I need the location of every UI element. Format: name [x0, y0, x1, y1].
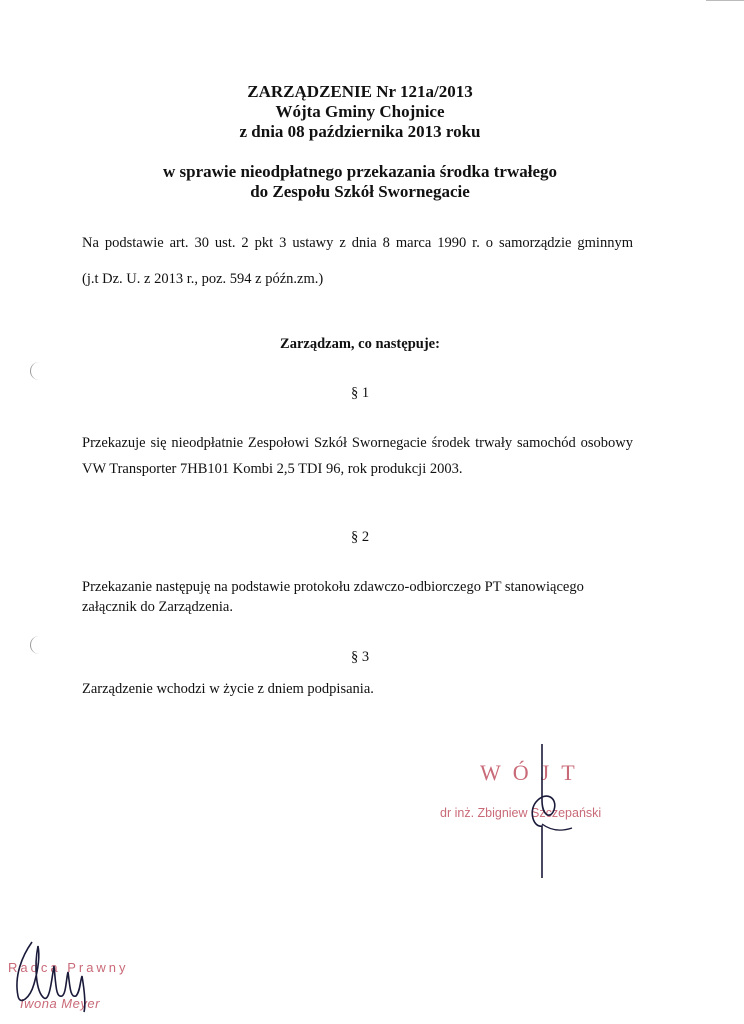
document-title: ZARZĄDZENIE Nr 121a/2013: [247, 82, 473, 101]
scan-edge-line: [706, 0, 744, 1]
section-1-line-1: Przekazuje się nieodpłatnie Zespołowi Szkół Swornegacie środek trwały samochód osobowy: [82, 435, 633, 451]
section-2-line-1: Przekazanie następuję na podstawie protokołu zdawczo-odbiorczego PT stanowiącego: [82, 579, 584, 595]
date-line: z dnia 08 października 2013 roku: [239, 122, 481, 141]
section-3-number: § 3: [350, 649, 370, 665]
issuer-line: Wójta Gminy Chojnice: [275, 102, 445, 121]
legal-signature: [4, 936, 114, 1016]
section-2-number: § 2: [350, 529, 370, 545]
legal-basis-line-2: (j.t Dz. U. z 2013 r., poz. 594 z późn.zm.): [82, 271, 324, 287]
section-1-number: § 1: [350, 385, 370, 401]
decree-heading: Zarządzam, co następuje:: [280, 336, 440, 352]
mayor-signature: [520, 740, 580, 880]
section-1-line-2: VW Transporter 7HB101 Kombi 2,5 TDI 96, rok produkcji 2003.: [82, 461, 463, 477]
stamp-title: WÓJT: [480, 760, 587, 785]
legal-stamp-line-2: Iwona Meyer: [20, 996, 100, 1011]
punch-hole-mark: [30, 362, 45, 380]
subject-line-2: do Zespołu Szkół Swornegacie: [250, 182, 470, 201]
subject-line-1: w sprawie nieodpłatnego przekazania środka trwałego: [163, 162, 557, 181]
stamp-name: dr inż. Zbigniew Szczepański: [440, 806, 602, 820]
legal-stamp-line-1: Radca Prawny: [8, 960, 129, 975]
punch-hole-mark: [30, 636, 45, 654]
section-2-line-2: załącznik do Zarządzenia.: [82, 599, 233, 615]
legal-basis-line-1: Na podstawie art. 30 ust. 2 pkt 3 ustawy z dnia 8 marca 1990 r. o samorządzie gminnym: [82, 235, 633, 251]
section-3-line-1: Zarządzenie wchodzi w życie z dniem podpisania.: [82, 681, 374, 697]
